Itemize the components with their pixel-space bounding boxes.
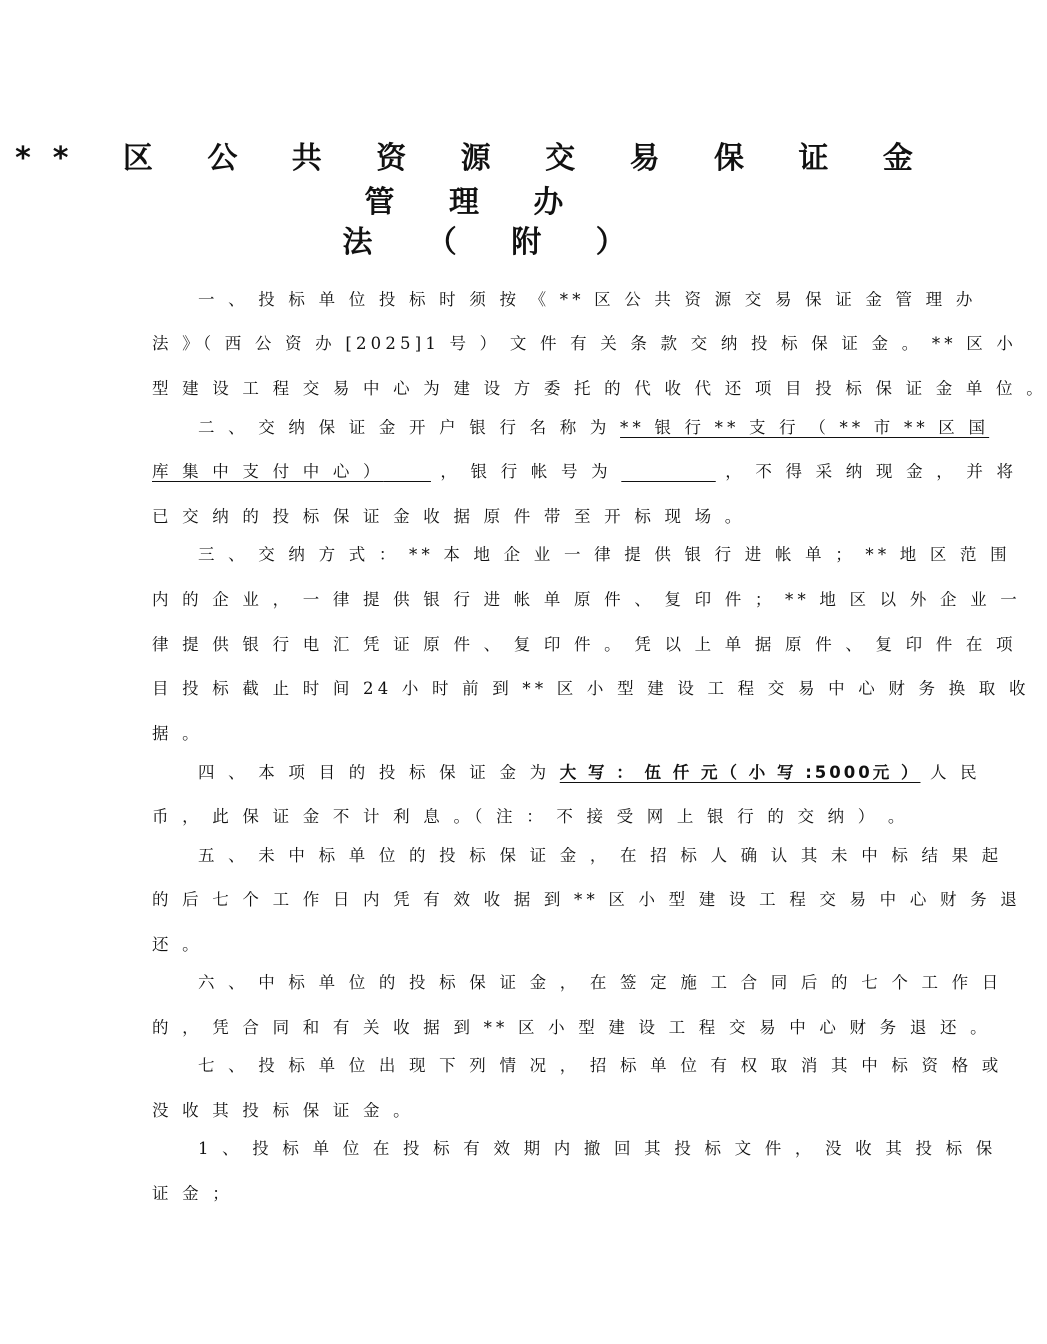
paragraph-6-line-2: 的 ， 凭 合 同 和 有 关 收 据 到 ** 区 小 型 建 设 工 程 交 易 中 心 财 务 退 还 。	[152, 1018, 991, 1037]
paragraph-5-line-3: 还 。	[152, 935, 203, 954]
account-label: ， 银 行 帐 号 为	[440, 462, 612, 481]
paragraph-5-line-2: 的 后 七 个 工 作 日 内 凭 有 效 收 据 到 ** 区 小 型 建 设 工 程 交 易 中 心 财 务 退	[152, 890, 1021, 909]
account-value-blank	[621, 462, 715, 481]
paragraph-1-line-3: 型 建 设 工 程 交 易 中 心 为 建 设 方 委 托 的 代 收 代 还 项 目 投 标 保 证 金 单 位 。	[152, 379, 1047, 398]
paragraph-6-line-1: 六 、 中 标 单 位 的 投 标 保 证 金 ， 在 签 定 施 工 合 同 后 的 七 个 工 作 日	[198, 973, 1003, 992]
deposit-amount-label: 四 、 本 项 目 的 投 标 保 证 金 为	[198, 763, 551, 782]
bank-name-blank	[384, 462, 431, 481]
paragraph-1-line-2: 法 》（ 西 公 资 办 [2025]1 号 ） 文 件 有 关 条 款 交 纳 投 标 保 证 金 。 ** 区 小	[152, 334, 1018, 353]
paragraph-3-line-1: 三 、 交 纳 方 式 ： ** 本 地 企 业 一 律 提 供 银 行 进 帐 单 ； ** 地 区 范 围	[198, 545, 1011, 564]
bank-name-value: ** 银 行 ** 支 行 （ ** 市 ** 区 国	[620, 418, 990, 437]
paragraph-3-line-4: 目 投 标 截 止 时 间 24 小 时 前 到 ** 区 小 型 建 设 工 程 交 易 中 心 财 务 换 取 收	[152, 679, 1030, 698]
paragraph-1-line-1: 一 、 投 标 单 位 投 标 时 须 按 《 ** 区 公 共 资 源 交 易 保 证 金 管 理 办	[198, 290, 977, 309]
paragraph-5-line-1: 五 、 未 中 标 单 位 的 投 标 保 证 金 ， 在 招 标 人 确 认 其 未 中 标 结 果 起	[198, 846, 1003, 865]
paragraph-3-line-2: 内 的 企 业 ， 一 律 提 供 银 行 进 帐 单 原 件 、 复 印 件 ； ** 地 区 以 外 企 业 一	[152, 590, 1021, 609]
paragraph-2-line-2	[152, 462, 1018, 482]
paragraph-2-line-1	[198, 418, 990, 438]
paragraph-8-line-1: 1 、 投 标 单 位 在 投 标 有 效 期 内 撤 回 其 投 标 文 件 ， 没 收 其 投 标 保	[198, 1139, 997, 1158]
paragraph-4-line-2: 币 ， 此 保 证 金 不 计 利 息 。（ 注 ： 不 接 受 网 上 银 行 的 交 纳 ） 。	[152, 807, 909, 826]
paragraph-2-line-3: 已 交 纳 的 投 标 保 证 金 收 据 原 件 带 至 开 标 现 场 。	[152, 507, 746, 526]
paragraph-8-line-2: 证 金 ；	[152, 1184, 233, 1203]
bank-name-value-cont: 库 集 中 支 付 中 心 ）	[152, 462, 384, 481]
paragraph-7-line-2: 没 收 其 投 标 保 证 金 。	[152, 1101, 414, 1120]
document-title-line-1: ** 区 公 共 资 源 交 易 保 证 金 管 理 办	[15, 141, 935, 220]
paragraph-4-suffix: 人 民	[929, 763, 981, 782]
deposit-amount-value: 大 写 ： 伍 仟 元（ 小 写 :5000元 ）	[559, 763, 921, 782]
paragraph-3-line-3: 律 提 供 银 行 电 汇 凭 证 原 件 、 复 印 件 。 凭 以 上 单 据 原 件 、 复 印 件 在 项	[152, 635, 1017, 654]
bank-name-label: 二 、 交 纳 保 证 金 开 户 银 行 名 称 为	[198, 418, 611, 437]
document-title-line-2: 法 （ 附 ）	[342, 225, 648, 260]
paragraph-4-line-1	[198, 763, 981, 783]
paragraph-7-line-1: 七 、 投 标 单 位 出 现 下 列 情 况 ， 招 标 单 位 有 权 取 消 其 中 标 资 格 或	[198, 1056, 1003, 1075]
paragraph-3-line-5: 据 。	[152, 724, 203, 743]
paragraph-2-suffix: ， 不 得 采 纳 现 金 ， 并 将	[725, 462, 1018, 481]
